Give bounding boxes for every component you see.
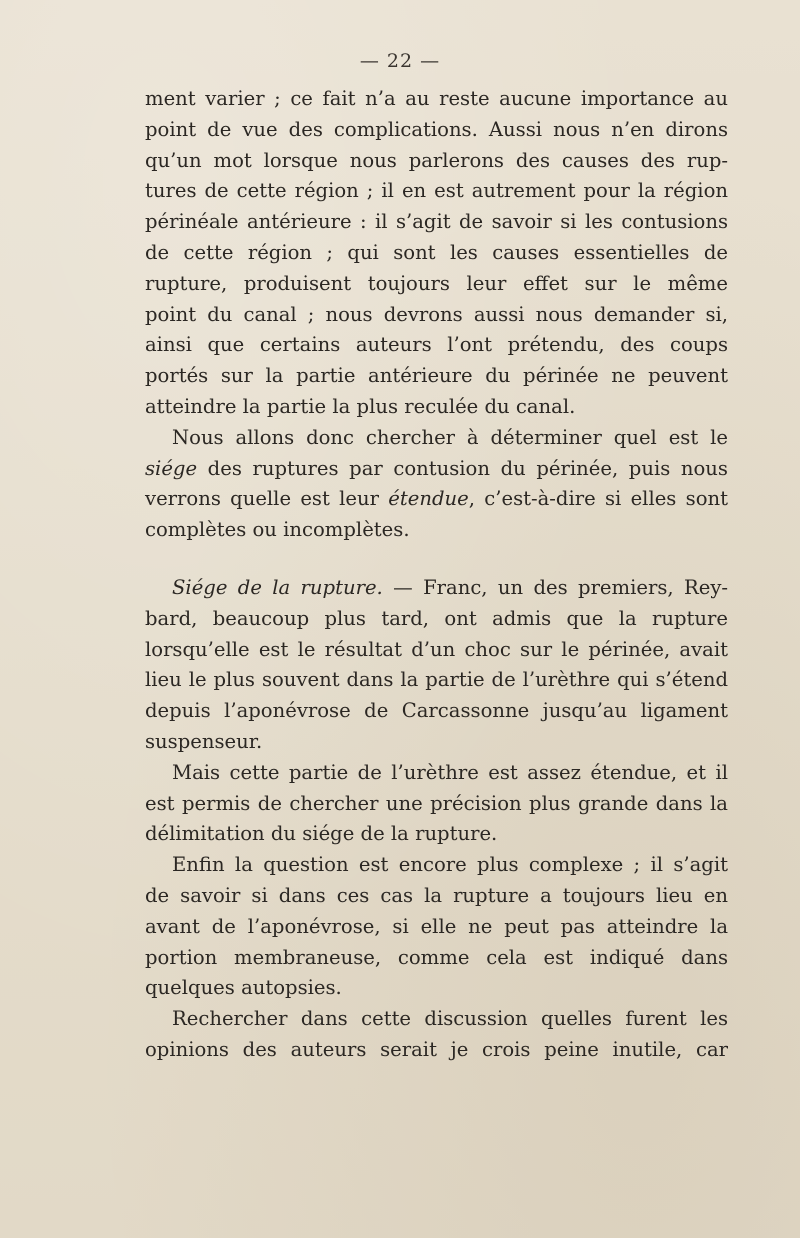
text-line: point de vue des complications. Aussi nous n’en dirons <box>145 117 728 141</box>
text-line: Mais cette partie de l’urèthre est assez étendue, et il <box>172 760 728 784</box>
text-line: avant de l’aponévrose, si elle ne peut pas atteindre la <box>145 914 728 938</box>
text-line: Rechercher dans cette discussion quelles furent les <box>172 1007 728 1031</box>
text-run: des ruptures par contusion du périnée, puis nous <box>197 456 728 480</box>
paragraph-3 <box>145 573 728 758</box>
text-line: depuis l’aponévrose de Carcassonne jusqu’au ligament <box>145 699 728 723</box>
text-line <box>145 573 728 604</box>
text-line <box>145 454 728 485</box>
paragraph-4 <box>145 758 728 850</box>
paragraph-6 <box>145 1004 728 1066</box>
text-line: point du canal ; nous devrons aussi nous demander si, <box>145 302 728 326</box>
text-line: opinions des auteurs serait je crois peine inutile, car <box>145 1037 728 1061</box>
paragraph-5 <box>145 850 728 1004</box>
text-line: rupture, produisent toujours leur effet sur le même <box>145 271 728 295</box>
text-line: ainsi que certains auteurs l’ont prétendu, des coups <box>145 333 728 357</box>
text-line: lorsqu’elle est le résultat d’un choc sur le périnée, avait <box>145 637 728 661</box>
text-run: verrons quelle est leur <box>145 487 389 511</box>
section-heading: Siége de la rupture. <box>172 575 383 599</box>
text-run: — Franc, un des premiers, Rey- <box>382 575 729 599</box>
text-line <box>145 484 728 515</box>
text-run: , c’est-à-dire si elles sont <box>468 487 728 511</box>
text-line: périnéale antérieure : il s’agit de savoir si les contusions <box>145 210 728 234</box>
text-line: ment varier ; ce fait n’a au reste aucune importance au <box>145 87 728 110</box>
text-line: complètes ou incomplètes. <box>145 518 410 542</box>
body-text <box>145 84 728 1066</box>
text-line: Nous allons donc chercher à déterminer quel est le <box>172 425 728 449</box>
text-line: Enfin la question est encore plus complexe ; il s’agit <box>172 853 728 877</box>
text-line: lieu le plus souvent dans la partie de l’urèthre qui s’étend <box>145 668 728 692</box>
text-line: suspenseur. <box>145 729 263 753</box>
text-line: bard, beaucoup plus tard, ont admis que la rupture <box>145 606 728 630</box>
page-number: — 22 — <box>359 50 441 72</box>
text-line: tures de cette région ; il en est autrement pour la région <box>145 179 728 203</box>
section-gap <box>145 546 728 573</box>
text-line: portion membraneuse, comme cela est indiqué dans <box>145 945 728 969</box>
paragraph-2 <box>145 423 728 546</box>
text-line: est permis de chercher une précision plus grande dans la <box>145 791 728 815</box>
text-line: qu’un mot lorsque nous parlerons des causes des rup- <box>145 148 728 172</box>
emphasis-siege: siége <box>145 456 198 480</box>
emphasis-etendue: étendue <box>388 487 469 511</box>
text-line: de savoir si dans ces cas la rupture a toujours lieu en <box>145 883 728 907</box>
paragraph-1 <box>145 84 728 423</box>
text-line: quelques autopsies. <box>145 976 342 1000</box>
text-line: atteindre la partie la plus reculée du canal. <box>145 394 576 418</box>
text-line: portés sur la partie antérieure du périnée ne peuvent <box>145 364 728 388</box>
text-line: délimitation du siége de la rupture. <box>145 822 498 846</box>
text-line: de cette région ; qui sont les causes essentielles de <box>145 240 728 264</box>
